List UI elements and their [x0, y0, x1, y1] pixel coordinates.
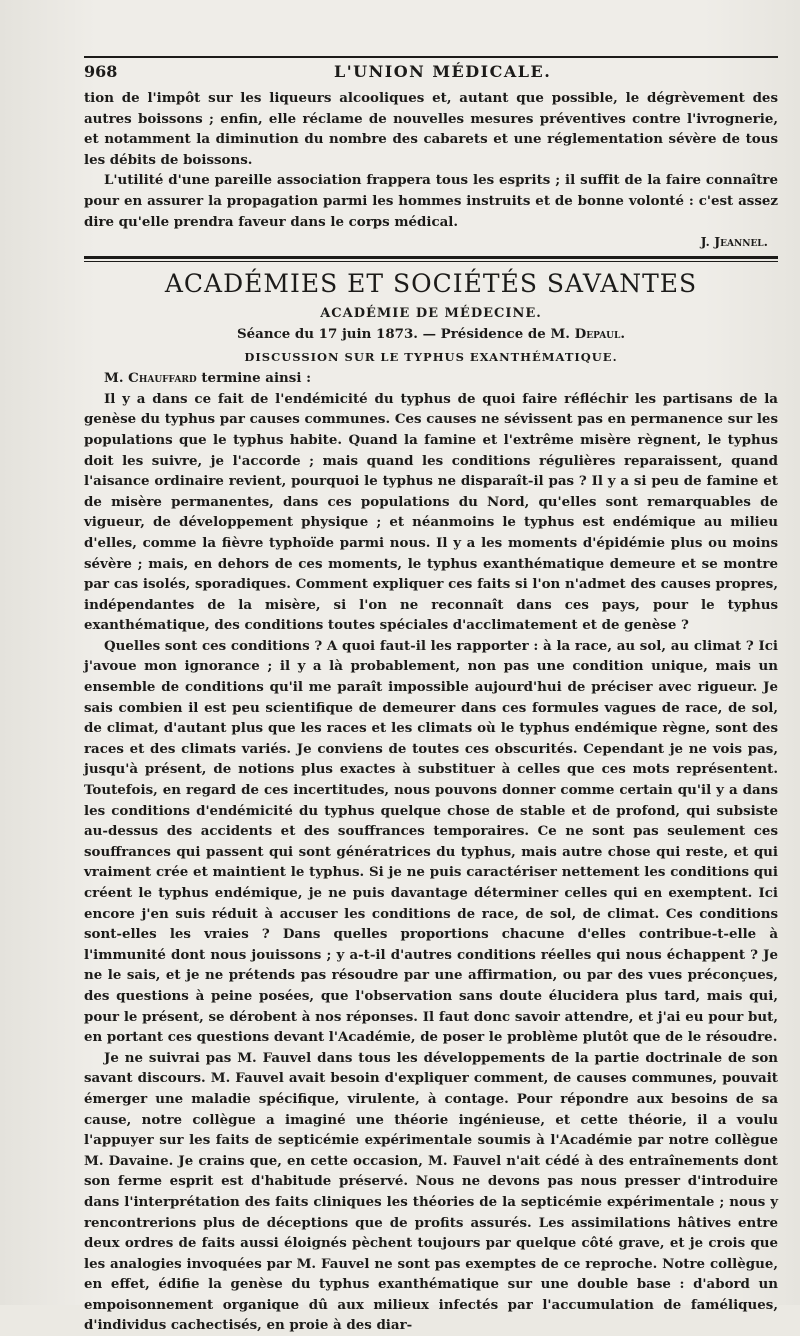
- speaker-name: Chauffard: [128, 370, 197, 387]
- intro-paragraph: tion de l'impôt sur les liqueurs alcooliques et, autant que possible, le dégrèvement des autres boissons ; enfin, elle réclame de nouvelles mesures préventives contre l'ivrognerie, et notamment la diminution du nombre des cabarets et une réglementation sévère de tous les débits de boissons.: [84, 90, 778, 168]
- running-head: [84, 56, 778, 88]
- body-paragraph: Il y a dans ce fait de l'endémicité du typhus de quoi faire réfléchir les partisans de la genèse du typhus par causes communes. Ces causes ne sévissent pas en permanence sur les populations que le typhus habite. Quand la famine et l'extrême misère règnent, le typhus doit les suivre, je l'accorde ; mais quand les conditions régulières reparaissent, quand l'aisance ordinaire revient, pourquoi le typhus ne disparaît-il pas ? Il y a si peu de famine et de misère permanentes, dans ces populations du Nord, qu'elles sont remarquables de vigueur, de développement physique ; et néanmoins le typhus est endémique au milieu d'elles, comme la fièvre typhoïde parmi nous. Il y a les moments d'épidémie plus ou moins sévère ; mais, en dehors de ces moments, le typhus exanthématique demeure et se montre par cas isolés, sporadiques. Comment expliquer ces faits si l'on n'admet des causes propres, indépendantes de la misère, si l'on ne reconnaît dans ces pays, pour le typhus exanthématique, des conditions toutes spéciales d'acclimatement et de genèse ?: [84, 390, 778, 634]
- speaker-suffix: termine ainsi :: [201, 370, 312, 387]
- section-title: ACADÉMIES ET SOCIÉTÉS SAVANTES: [164, 269, 698, 299]
- signature: J. Jeannel.: [700, 234, 768, 250]
- header-rule: [84, 56, 778, 58]
- speaker-line: [84, 368, 778, 389]
- body-paragraph: Quelles sont ces conditions ? A quoi faut-il les rapporter : à la race, au sol, au climat ? Ici j'avoue mon ignorance ; il y a là probablement, non pas une condition unique, mais un ensemble de conditions qu'il me paraît impossible aujourd'hui de préciser avec rigueur. Je sais combien il est peu scientifique de demeurer dans ces formules vagues de race, de sol, de climat, d'autant plus que les races et les climats où le typhus endémique règne, sont des races et des climats variés. Je conviens de toutes ces obscurités. Cependant je ne vois pas, jusqu'à présent, de notions plus exactes à substituer à celles que ces mots représentent. Toutefois, en regard de ces incertitudes, nous pouvons donner comme certain qu'il y a dans les conditions d'endémicité du typhus quelque chose de stable et de profond, qui subsiste au-dessus des accidents et des souffrances temporaires. Ce ne sont pas seulement ces souffrances qui passent qui sont génératrices du typhus, mais autre chose qui reste, et qui vraiment crée et maintient le typhus. Si je ne puis caractériser nettement les conditions qui créent le typhus endémique, je ne puis davantage déterminer celles qui en exemptent. Ici encore j'en suis réduit à accuser les conditions de race, de sol, de climat. Ces conditions sont-elles les vraies ? Dans quelles proportions chacune d'elles contribue-t-elle à l'immunité dont nous jouissons ; y a-t-il d'autres conditions réelles qui nous échappent ? Je ne le sais, et je ne prétends pas résoudre par une affirmation, ou par des vues préconçues, des questions à peine posées, que l'observation sans doute élucidera plus tard, mais qui, pour le présent, se dérobent à nos réponses. Il faut donc savoir attendre, et j'ai eu pour but, en portant ces questions devant l'Académie, de poser le problème plutôt que de le résoudre.: [84, 637, 778, 1046]
- intro-paragraph: L'utilité d'une pareille association frappera tous les esprits ; il suffit de la faire connaître pour en assurer la propagation parmi les hommes instruits et de bonne volonté : c'est assez dire qu'elle prendra faveur dans le corps médical.: [84, 172, 778, 230]
- journal-title: L'UNION MÉDICALE.: [334, 62, 552, 81]
- section-divider: [84, 256, 778, 262]
- session-date: Séance du 17 juin 1873. — Présidence de M.: [236, 326, 570, 343]
- speaker-prefix: M.: [104, 370, 124, 387]
- session-line: [84, 324, 778, 344]
- discussion-subtitle: DISCUSSION SUR LE TYPHUS EXANTHÉMATIQUE.: [244, 350, 618, 365]
- page-number: 968: [84, 62, 118, 81]
- academies-section: [84, 268, 778, 1336]
- body-paragraph: Je ne suivrai pas M. Fauvel dans tous les développements de la partie doctrinale de son savant discours. M. Fauvel avait besoin d'expliquer comment, de causes communes, pouvait émerger une maladie spécifique, virulente, à contage. Pour répondre aux besoins de sa cause, notre collègue a imaginé une théorie ingénieuse, et cette théorie, il a voulu l'appuyer sur les faits de septicémie expérimentale soumis à l'Académie par notre collègue M. Davaine. Je crains que, en cette occasion, M. Fauvel n'ait cédé à des entraînements dont son ferme esprit est d'habitude préservé. Nous ne devons pas nous presser d'introduire dans l'interprétation des faits cliniques les théories de la septicémie expérimentale ; nous y rencontrerions plus de déceptions que de profits assurés. Les assimilations hâtives entre deux ordres de faits aussi éloignés pèchent toujours par quelque côté grave, et je crois que les analogies invoquées par M. Fauvel ne sont pas exemptes de ce reproche. Notre collègue, en effet, édifie la genèse du typhus exanthématique sur une double base : d'abord un empoisonnement organique dû aux milieux infectés par l'accumulation de faméliques, d'individus cachectisés, en proie à des diar-: [84, 1049, 778, 1334]
- intro-article: [84, 88, 778, 252]
- president-name: Depaul: [574, 326, 621, 343]
- session-suffix: .: [620, 326, 626, 343]
- subsection-title: ACADÉMIE DE MÉDECINE.: [320, 306, 542, 322]
